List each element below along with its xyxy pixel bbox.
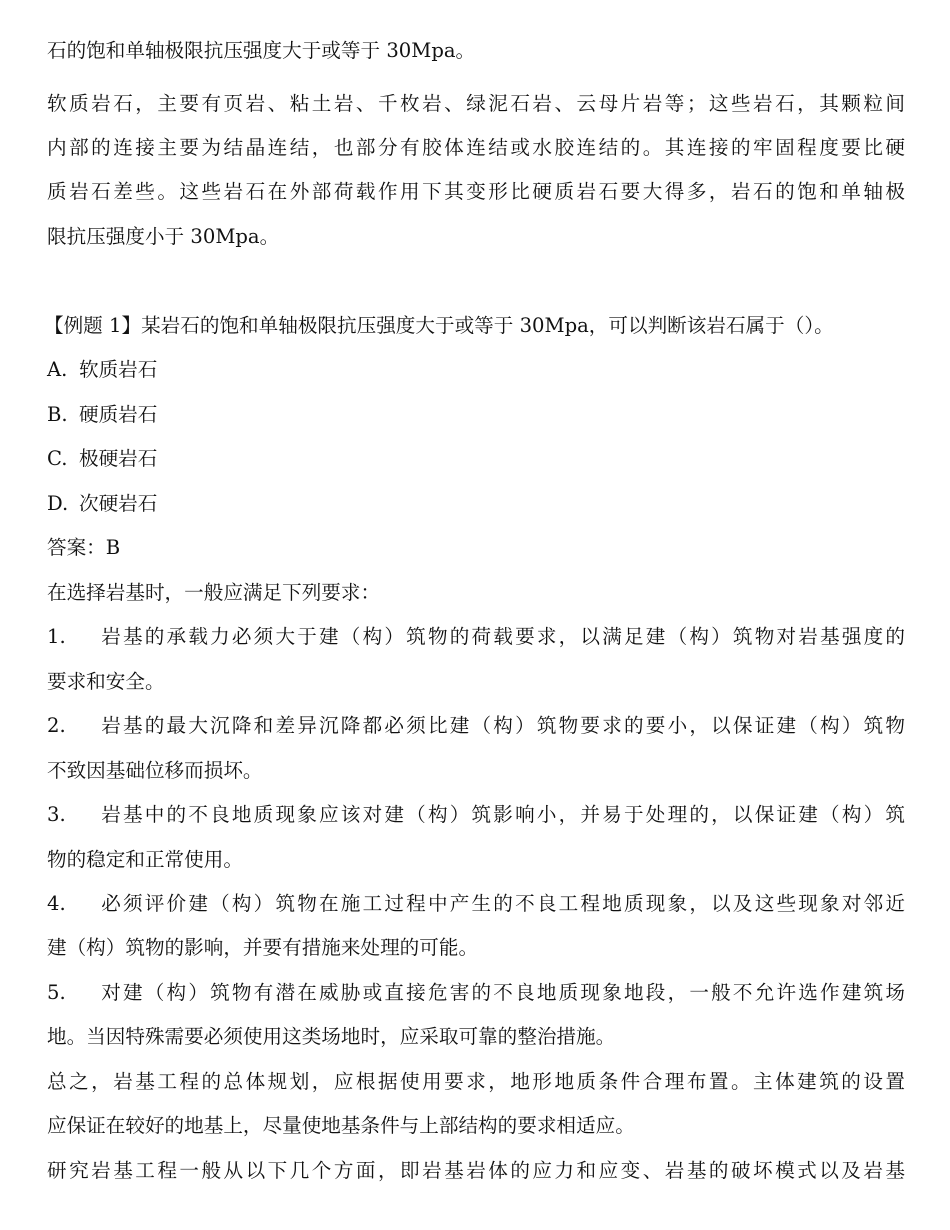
soft-rock-line-3: 质岩石差些。这些岩石在外部荷载作用下其变形比硬质岩石要大得多，岩石的饱和单轴极 bbox=[47, 180, 905, 203]
item-text: 岩基中的不良地质现象应该对建（构）筑影响小，并易于处理的，以保证建（构）筑 bbox=[99, 803, 905, 826]
option-c bbox=[47, 444, 157, 474]
summary-line-2: 应保证在较好的地基上，尽量使地基条件与上部结构的要求相适应。 bbox=[47, 1114, 635, 1137]
item-number: 3. bbox=[47, 803, 66, 826]
requirement-2 bbox=[47, 711, 905, 741]
option-a bbox=[47, 355, 157, 385]
requirement-5-cont: 地。当因特殊需要必须使用这类场地时，应采取可靠的整治措施。 bbox=[47, 1025, 616, 1048]
option-letter: B. bbox=[47, 403, 68, 426]
hard-rock-strength-line: 石的饱和单轴极限抗压强度大于或等于 30Mpa。 bbox=[47, 39, 476, 62]
option-text: 软质岩石 bbox=[79, 358, 158, 381]
item-number: 4. bbox=[47, 892, 66, 915]
option-text: 极硬岩石 bbox=[79, 447, 158, 470]
example-question: 【例题 1】某岩石的饱和单轴极限抗压强度大于或等于 30Mpa，可以判断该岩石属于（）。 bbox=[44, 314, 834, 337]
option-letter: A. bbox=[47, 358, 68, 381]
requirement-5 bbox=[47, 978, 905, 1008]
item-text: 岩基的承载力必须大于建（构）筑物的荷载要求，以满足建（构）筑物对岩基强度的 bbox=[99, 625, 905, 648]
requirement-2-cont: 不致因基础位移而损坏。 bbox=[47, 759, 263, 782]
requirements-lead: 在选择岩基时，一般应满足下列要求： bbox=[47, 581, 381, 604]
requirement-4-cont: 建（构）筑物的影响，并要有措施来处理的可能。 bbox=[47, 936, 479, 959]
option-letter: D. bbox=[47, 492, 69, 515]
item-text: 岩基的最大沉降和差异沉降都必须比建（构）筑物要求的要小，以保证建（构）筑物 bbox=[99, 714, 905, 737]
requirement-3-cont: 物的稳定和正常使用。 bbox=[47, 848, 243, 871]
item-text: 必须评价建（构）筑物在施工过程中产生的不良工程地质现象，以及这些现象对邻近 bbox=[99, 892, 905, 915]
requirement-3 bbox=[47, 800, 905, 830]
option-text: 硬质岩石 bbox=[79, 403, 158, 426]
item-text: 对建（构）筑物有潜在威胁或直接危害的不良地质现象地段，一般不允许选作建筑场 bbox=[99, 981, 905, 1004]
option-d bbox=[47, 489, 157, 519]
option-b bbox=[47, 400, 157, 430]
soft-rock-line-2: 内部的连接主要为结晶连结，也部分有胶体连结或水胶连结的。其连接的牢固程度要比硬 bbox=[47, 136, 905, 159]
soft-rock-line-1: 软质岩石，主要有页岩、粘土岩、千枚岩、绿泥石岩、云母片岩等；这些岩石，其颗粒间 bbox=[47, 92, 905, 115]
requirement-1-cont: 要求和安全。 bbox=[47, 670, 165, 693]
option-letter: C. bbox=[47, 447, 68, 470]
requirement-4 bbox=[47, 889, 905, 919]
item-number: 1. bbox=[47, 625, 66, 648]
summary-line-1: 总之，岩基工程的总体规划，应根据使用要求，地形地质条件合理布置。主体建筑的设置 bbox=[47, 1070, 905, 1093]
option-text: 次硬岩石 bbox=[79, 492, 158, 515]
item-number: 2. bbox=[47, 714, 66, 737]
summary-line-3: 研究岩基工程一般从以下几个方面，即岩基岩体的应力和应变、岩基的破坏模式以及岩基 bbox=[47, 1159, 905, 1182]
soft-rock-line-4: 限抗压强度小于 30Mpa。 bbox=[47, 225, 280, 248]
item-number: 5. bbox=[47, 981, 66, 1004]
answer: 答案：B bbox=[47, 536, 121, 559]
requirement-1 bbox=[47, 622, 905, 652]
